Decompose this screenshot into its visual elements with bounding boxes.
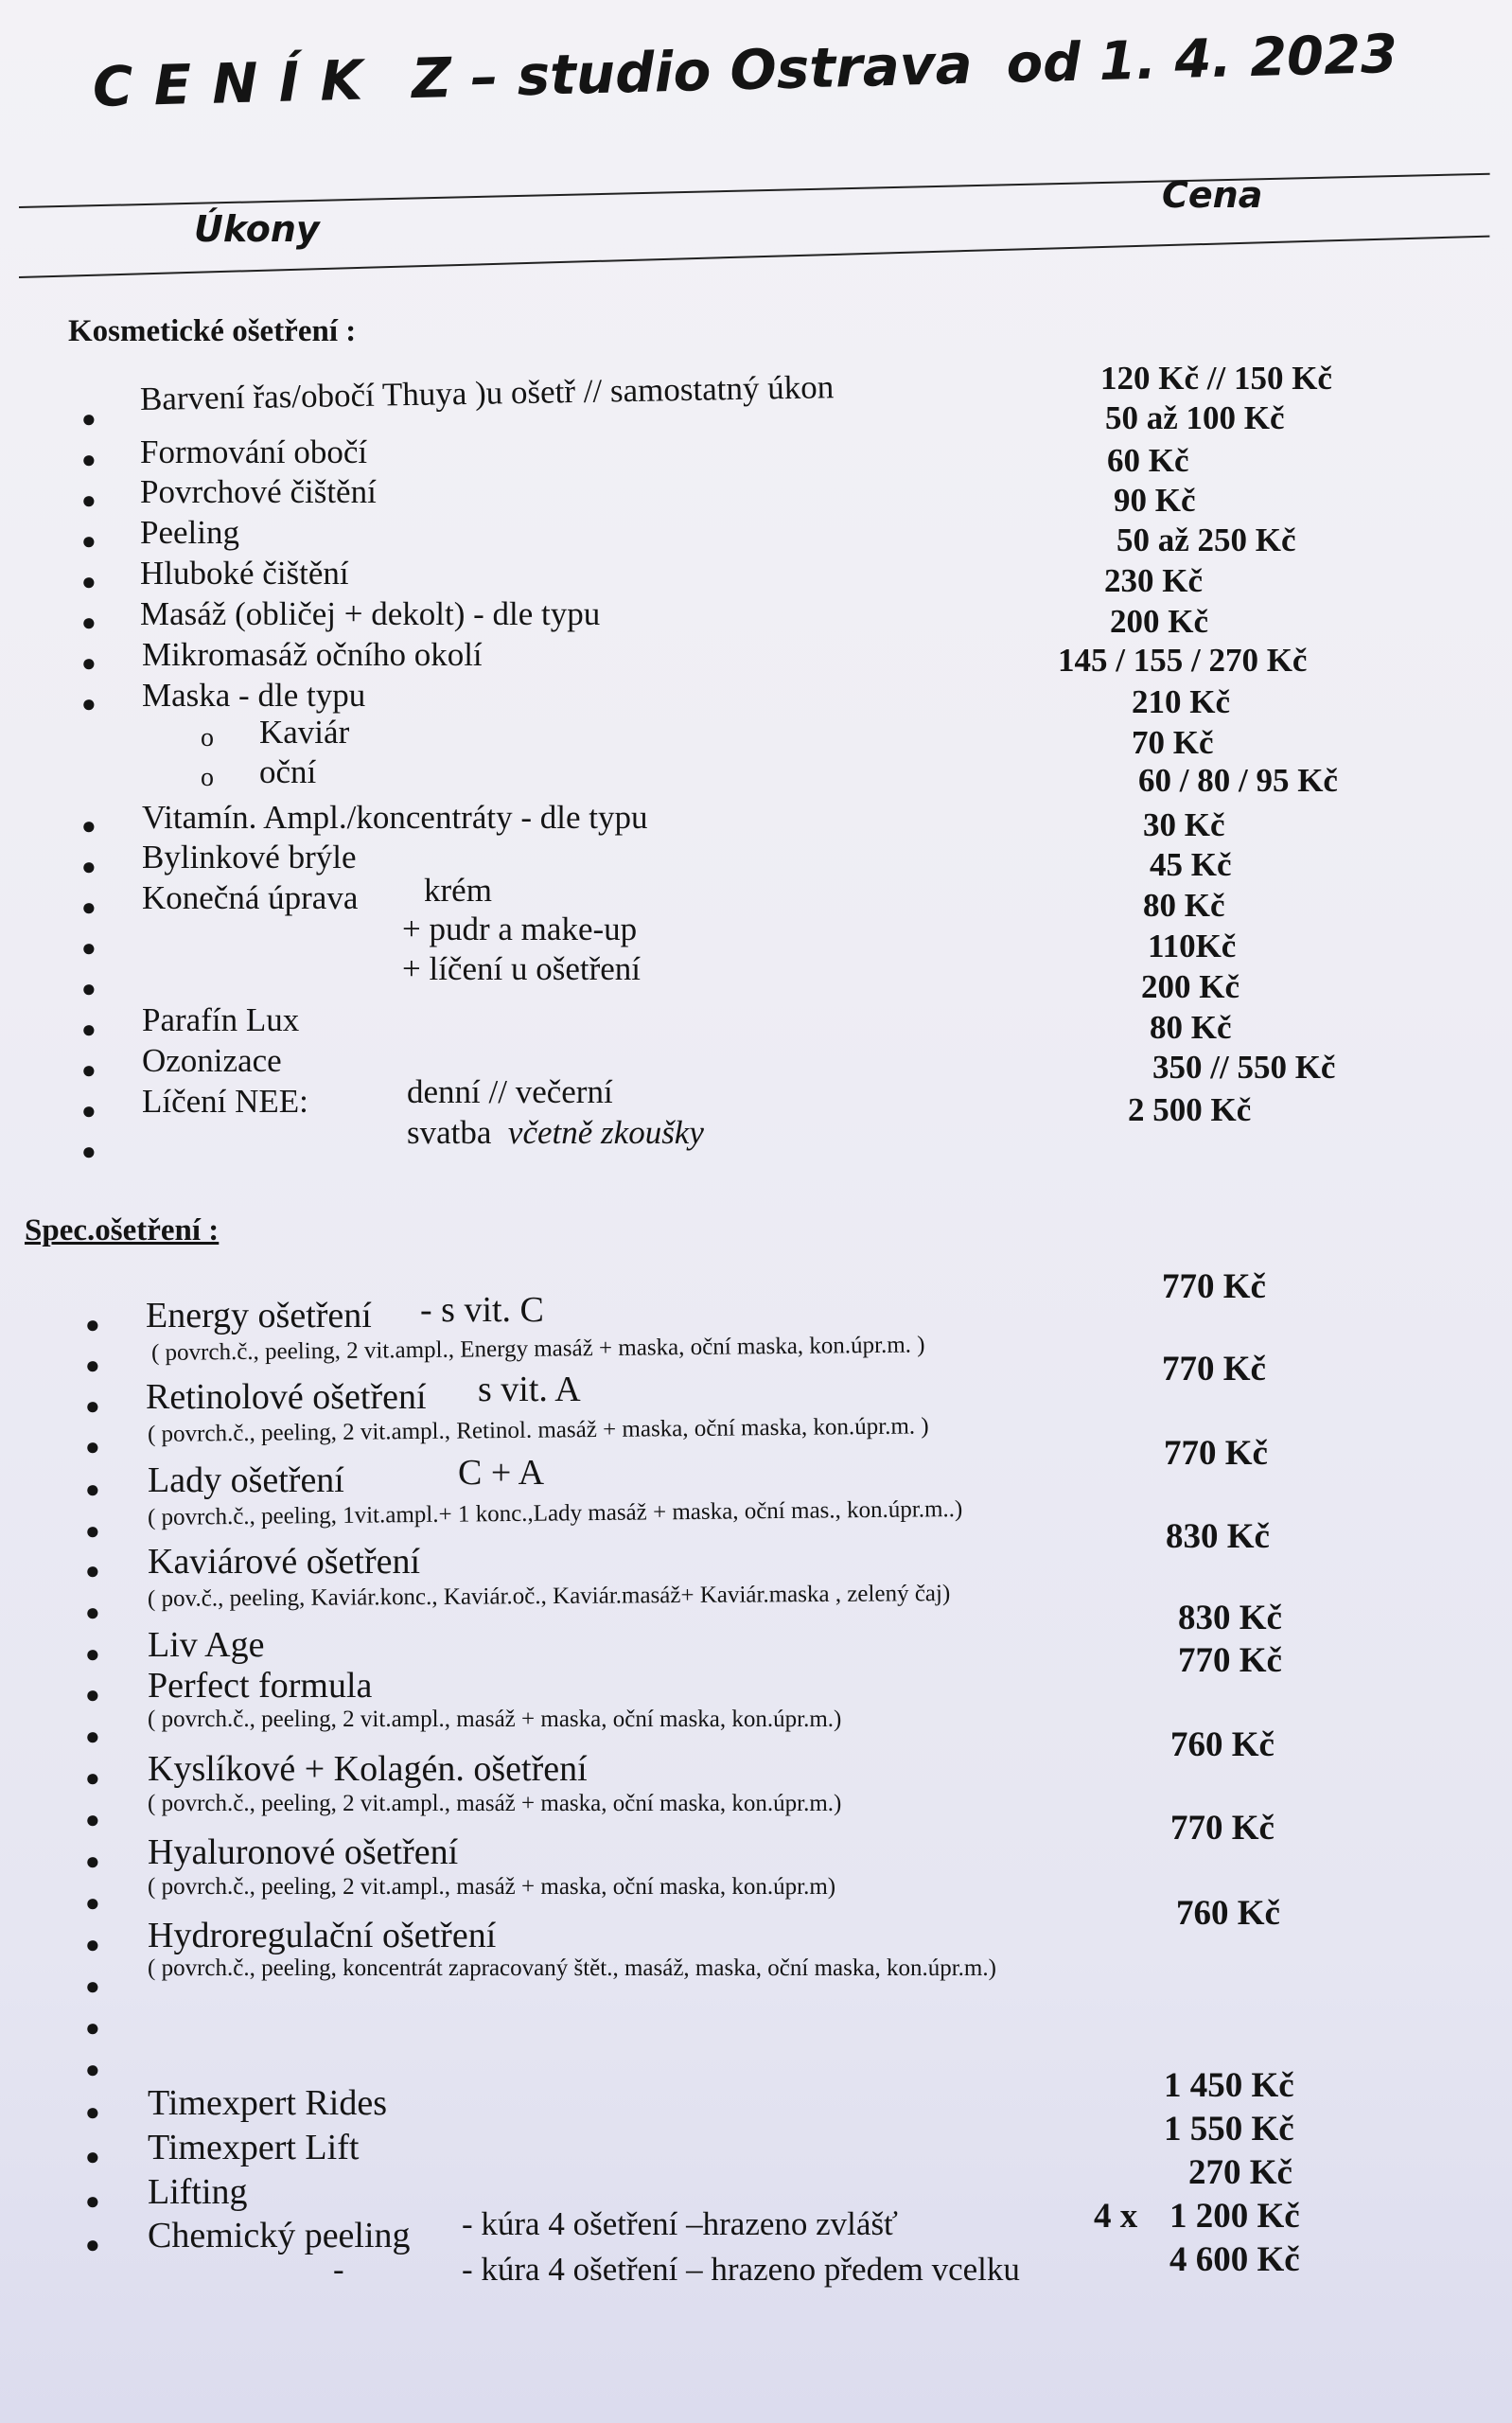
service-label: Chemický peeling [148,2216,411,2255]
service-sublabel: denní // večerní [407,1073,613,1110]
service-price: 230 Kč [1104,562,1204,599]
sub-bullet: o [201,763,214,792]
service-label: Perfect formula [148,1666,373,1706]
service-label: Kaviárové ošetření [148,1542,421,1582]
service-note: ( povrch.č., peeling, 1vit.ampl.+ 1 konc.,Lady masáž + maska, oční mas., kon.úpr.m..) [147,1495,963,1530]
bullet: ● [85,1972,100,2000]
bullet: ● [85,2098,100,2126]
service-label: Povrchové čištění [140,473,377,510]
service-price: 110Kč [1148,928,1237,964]
service-price: 1 550 Kč [1164,2110,1294,2149]
section-heading-cosmetic: Kosmetické ošetření : [68,314,357,348]
service-price: 210 Kč [1132,683,1231,720]
page-title [92,20,1417,119]
service-sublabel: krém [424,872,492,909]
bullet: ● [85,1433,100,1460]
bullet: ● [85,1764,100,1792]
bullet: ● [81,1016,97,1043]
service-price: 200 Kč [1141,968,1240,1005]
bullet: ● [85,1848,100,1875]
service-label: Maska - dle typu [142,677,366,714]
service-note: ( povrch.č., peeling, 2 vit.ampl., masáž + maska, oční maska, kon.úpr.m.) [148,1707,842,1732]
service-label: Kyslíkové + Kolagén. ošetření [148,1749,588,1789]
service-note: ( povrch.č., peeling, 2 vit.ampl., masáž + maska, oční maska, kon.úpr.m.) [148,1791,842,1816]
service-price: 1 450 Kč [1164,2066,1294,2105]
service-note: ( povrch.č., peeling, 2 vit.ampl., Retinol. masáž + maska, oční maska, kon.úpr.m. ) [147,1413,929,1447]
bullet: ● [81,649,97,677]
service-sublabel [407,1114,704,1152]
service-price: 30 Kč [1143,806,1225,843]
dash-marker: - [333,2251,344,2288]
service-sublabel-italic: včetně zkoušky [507,1114,704,1151]
service-tag: - kúra 4 ošetření – hrazeno předem vcelku [462,2251,1020,2288]
sub-bullet: o [201,723,214,752]
service-note: ( povrch.č., peeling, 2 vit.ampl., masáž + maska, oční maska, kon.úpr.m) [148,1874,836,1900]
service-price: 770 Kč [1164,1434,1268,1473]
bullet: ● [81,609,97,636]
service-label: Líčení NEE: [142,1083,308,1120]
service-price: 120 Kč // 150 Kč [1100,360,1332,397]
service-label: Formování obočí [140,433,368,470]
service-label: Energy ošetření [146,1296,372,1335]
bullet: ● [85,1723,100,1750]
bullet: ● [85,2187,100,2215]
service-price: 60 / 80 / 95 Kč [1138,762,1338,799]
bullet: ● [81,1056,97,1084]
service-price: 50 až 100 Kč [1105,399,1285,436]
header-top-rule [19,173,1490,208]
bullet: ● [85,1889,100,1917]
title-studio: Z – studio Ostrava [411,31,974,112]
bullet: ● [81,893,97,921]
bullet: ● [85,1806,100,1833]
service-label: Hluboké čištění [140,555,349,592]
bullet: ● [81,486,97,514]
bullet: ● [85,1599,100,1626]
title-date: od 1. 4. 2023 [1005,23,1398,96]
bullet: ● [81,446,97,473]
service-price: 90 Kč [1114,482,1196,519]
bullet: ● [81,568,97,595]
service-label: Masáž (obličej + dekolt) - dle typu [140,595,601,632]
service-label: Peeling [140,514,239,551]
bullet: ● [81,975,97,1002]
service-price: 770 Kč [1162,1350,1266,1388]
service-price: 80 Kč [1143,887,1225,924]
bullet: ● [81,1138,97,1165]
bullet: ● [85,2231,100,2258]
service-note: ( povrch.č., peeling, 2 vit.ampl., Energy masáž + maska, oční maska, kon.úpr.m. ) [150,1332,925,1366]
service-label: Timexpert Lift [148,2128,360,2167]
service-price: 70 Kč [1132,724,1214,761]
bullet: ● [81,934,97,962]
service-label: Vitamín. Ampl./koncentráty - dle typu [142,799,648,836]
service-sublabel: + pudr a make-up [402,911,638,947]
bullet: ● [85,1392,100,1420]
service-price: 760 Kč [1176,1894,1280,1933]
bullet: ● [85,1681,100,1708]
service-label: Timexpert Rides [148,2083,387,2123]
bullet: ● [85,2014,100,2042]
service-tag: s vit. A [478,1370,581,1409]
bullet: ● [85,1931,100,1958]
bullet: ● [81,853,97,880]
bullet: ● [85,1517,100,1545]
section-heading-special: Spec.ošetření : [25,1213,220,1247]
bullet: ● [81,405,97,433]
service-note: ( pov.č., peeling, Kaviár.konc., Kaviár.oč., Kaviár.masáž+ Kaviár.maska , zelený čaj) [147,1581,951,1612]
bullet: ● [81,527,97,555]
service-price: 770 Kč [1170,1809,1275,1848]
service-price: 50 až 250 Kč [1116,522,1296,558]
service-price: 830 Kč [1178,1599,1282,1637]
title-word: CENÍK [92,46,385,119]
service-label: Retinolové ošetření [146,1377,427,1417]
service-label: Parafín Lux [142,1001,300,1038]
service-price: 830 Kč [1166,1517,1270,1556]
service-price: 2 500 Kč [1128,1091,1252,1128]
service-price: 60 Kč [1107,442,1189,479]
service-label: Lady ošetření [148,1460,344,1500]
service-tag: - kúra 4 ošetření –hrazeno zvlášť [462,2205,899,2242]
service-sublabel: + líčení u ošetření [402,950,642,987]
service-price: 770 Kč [1178,1641,1282,1680]
service-label: Mikromasáž očního okolí [142,636,483,673]
service-price: 4 600 Kč [1169,2240,1300,2279]
bullet: ● [85,1640,100,1668]
service-label: Lifting [148,2172,248,2212]
service-label: oční [259,753,317,790]
service-tag: C + A [458,1453,545,1493]
service-label: Liv Age [148,1625,265,1665]
service-label: Kaviár [259,714,350,751]
service-price: 350 // 550 Kč [1152,1049,1336,1086]
service-price: 1 200 Kč [1169,2197,1300,2236]
service-price: 80 Kč [1150,1009,1232,1046]
bullet: ● [85,2056,100,2083]
service-price: 270 Kč [1188,2153,1292,2192]
service-label: Ozonizace [142,1042,282,1079]
column-header-services: Úkony [194,208,320,250]
bullet: ● [81,1097,97,1124]
service-label: Hyaluronové ošetření [148,1832,459,1872]
service-price: 45 Kč [1150,846,1232,883]
service-price: 145 / 155 / 270 Kč [1058,642,1308,679]
service-label: Bylinkové brýle [142,839,357,875]
bullet: ● [85,1557,100,1584]
service-label: Barvení řas/obočí Thuya )u ošetř // samostatný úkon [139,368,835,417]
bullet: ● [85,1352,100,1379]
service-quantity: 4 x [1094,2197,1138,2236]
bullet: ● [85,1311,100,1338]
service-label: Hydroregulační ošetření [148,1916,497,1955]
service-label: Konečná úprava [142,879,359,916]
service-tag: - s vit. C [420,1290,544,1330]
bullet: ● [81,690,97,717]
bullet: ● [81,812,97,840]
service-price: 770 Kč [1162,1267,1266,1306]
service-sublabel-text: svatba [407,1114,492,1151]
service-price: 200 Kč [1110,603,1209,640]
service-note: ( povrch.č., peeling, koncentrát zapracovaný štět., masáž, maska, oční maska, kon.úpr.m.) [148,1955,996,1981]
column-header-price: Cena [1162,174,1263,216]
bullet: ● [85,1476,100,1503]
bullet: ● [85,2143,100,2170]
service-price: 760 Kč [1170,1725,1275,1764]
